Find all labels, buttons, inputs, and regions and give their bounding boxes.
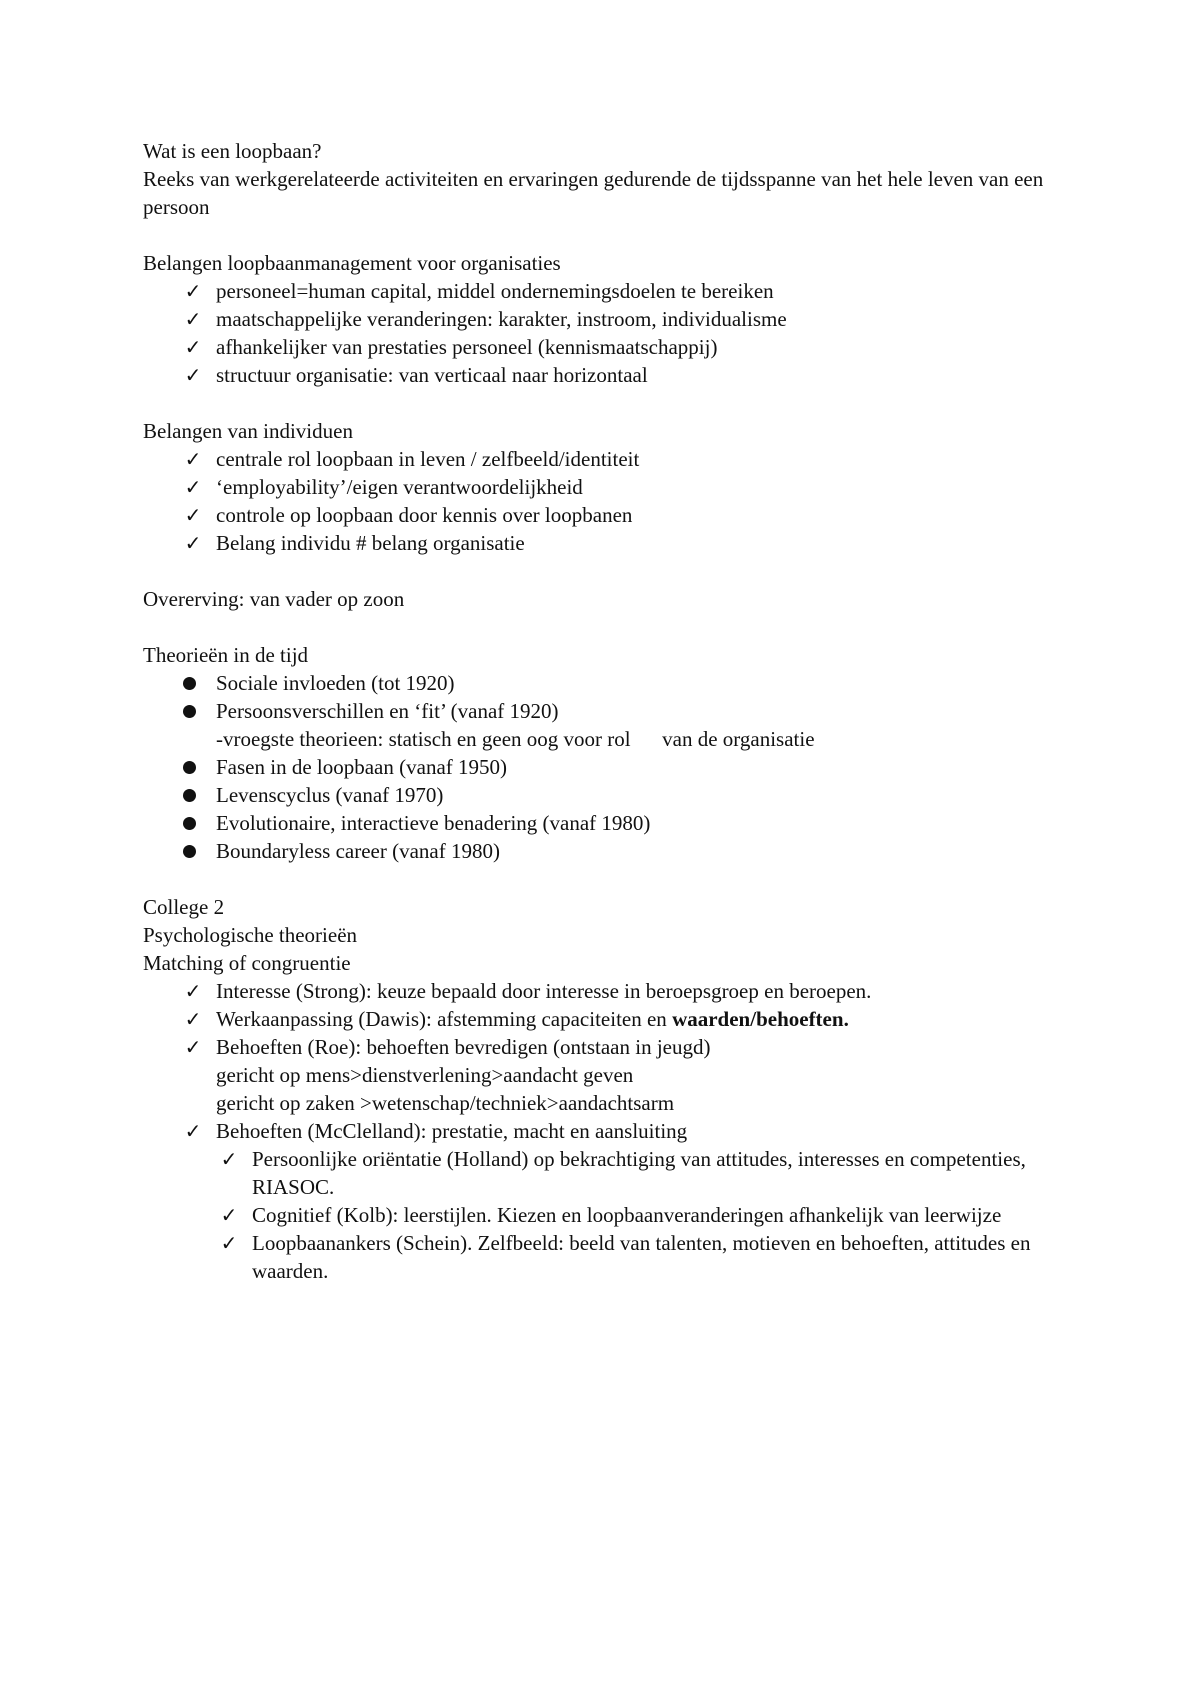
list-item: ✓ Behoeften (Roe): behoeften bevredigen (ontstaan in jeugd): [143, 1033, 1083, 1061]
sub-list-item: ✓ Loopbaanankers (Schein). Zelfbeeld: beeld van talenten, motieven en behoeften, attitudes en waarden.: [143, 1229, 1083, 1285]
list-item: Boundaryless career (vanaf 1980): [143, 837, 1083, 865]
check-mark-icon: ✓: [184, 1119, 202, 1143]
org-section-heading: Belangen loopbaanmanagement voor organisaties: [143, 251, 561, 275]
bullet-dot-icon: [183, 705, 196, 718]
list-item: ✓ afhankelijker van prestaties personeel (kennismaatschappij): [143, 333, 1083, 361]
list-item: Evolutionaire, interactieve benadering (vanaf 1980): [143, 809, 1083, 837]
check-mark-icon: ✓: [220, 1147, 238, 1171]
sub-list-item: ✓ Persoonlijke oriëntatie (Holland) op bekrachtiging van attitudes, interesses en competenties, RIASOC.: [143, 1145, 1083, 1201]
check-mark-icon: ✓: [184, 307, 202, 331]
individual-section-heading: Belangen van individuen: [143, 419, 353, 443]
college-title: College 2: [143, 895, 225, 919]
document-body: [143, 137, 1083, 1285]
check-mark-icon: ✓: [184, 531, 202, 555]
check-mark-icon: ✓: [184, 1035, 202, 1059]
list-item: Persoonsverschillen en ‘fit’ (vanaf 1920): [143, 697, 1083, 725]
bullet-dot-icon: [183, 845, 196, 858]
check-mark-icon: ✓: [184, 503, 202, 527]
college-topic: Matching of congruentie: [143, 951, 351, 975]
check-mark-icon: ✓: [220, 1203, 238, 1227]
bullet-dot-icon: [183, 817, 196, 830]
check-mark-icon: ✓: [184, 447, 202, 471]
list-item: Levenscyclus (vanaf 1970): [143, 781, 1083, 809]
theories-heading: Theorieën in de tijd: [143, 643, 309, 667]
bullet-dot-icon: [183, 761, 196, 774]
list-item: Sociale invloeden (tot 1920): [143, 669, 1083, 697]
inheritance-line: Overerving: van vader op zoon: [143, 587, 405, 611]
check-mark-icon: ✓: [184, 279, 202, 303]
sub-list-item: ✓ Cognitief (Kolb): leerstijlen. Kiezen en loopbaanveranderingen afhankelijk van leerwijze: [143, 1201, 1083, 1229]
bullet-dot-icon: [183, 789, 196, 802]
list-item: ✓ personeel=human capital, middel ondernemingsdoelen te bereiken: [143, 277, 1083, 305]
list-item: ✓ Behoeften (McClelland): prestatie, macht en aansluiting: [143, 1117, 1083, 1145]
org-interest-list: [143, 277, 1083, 389]
check-mark-icon: ✓: [184, 1007, 202, 1031]
check-mark-icon: ✓: [184, 475, 202, 499]
list-item: ✓ centrale rol loopbaan in leven / zelfbeeld/identiteit: [143, 445, 1083, 473]
individual-interest-list: [143, 445, 1083, 557]
list-item: ✓ Belang individu # belang organisatie: [143, 529, 1083, 557]
theories-note: -vroegste theorieen: statisch en geen oog voor rol van de organisatie: [216, 727, 815, 751]
list-item: ✓ Interesse (Strong): keuze bepaald door interesse in beroepsgroep en beroepen.: [143, 977, 1083, 1005]
list-item: Fasen in de loopbaan (vanaf 1950): [143, 753, 1083, 781]
roe-continuation: gericht op zaken >wetenschap/techniek>aandachtsarm: [216, 1091, 675, 1115]
list-item: ✓ controle op loopbaan door kennis over loopbanen: [143, 501, 1083, 529]
intro-definition: Reeks van werkgerelateerde activiteiten en ervaringen gedurende de tijdsspanne van het hele leven van een persoon: [143, 167, 1044, 219]
check-mark-icon: ✓: [184, 363, 202, 387]
list-item: ✓ ‘employability’/eigen verantwoordelijkheid: [143, 473, 1083, 501]
check-mark-icon: ✓: [220, 1231, 238, 1255]
check-mark-icon: ✓: [184, 335, 202, 359]
theories-list: [143, 669, 1083, 865]
matching-list: [143, 977, 1083, 1285]
intro-question: Wat is een loopbaan?: [143, 139, 322, 163]
roe-continuation: gericht op mens>dienstverlening>aandacht geven: [216, 1063, 634, 1087]
list-item: ✓ Werkaanpassing (Dawis): afstemming capaciteiten en waarden/behoeften.: [143, 1005, 1083, 1033]
college-subtitle: Psychologische theorieën: [143, 923, 358, 947]
bullet-dot-icon: [183, 677, 196, 690]
bold-term: waarden/behoeften: [672, 1007, 844, 1031]
list-item: ✓ structuur organisatie: van verticaal naar horizontaal: [143, 361, 1083, 389]
check-mark-icon: ✓: [184, 979, 202, 1003]
list-item: ✓ maatschappelijke veranderingen: karakter, instroom, individualisme: [143, 305, 1083, 333]
